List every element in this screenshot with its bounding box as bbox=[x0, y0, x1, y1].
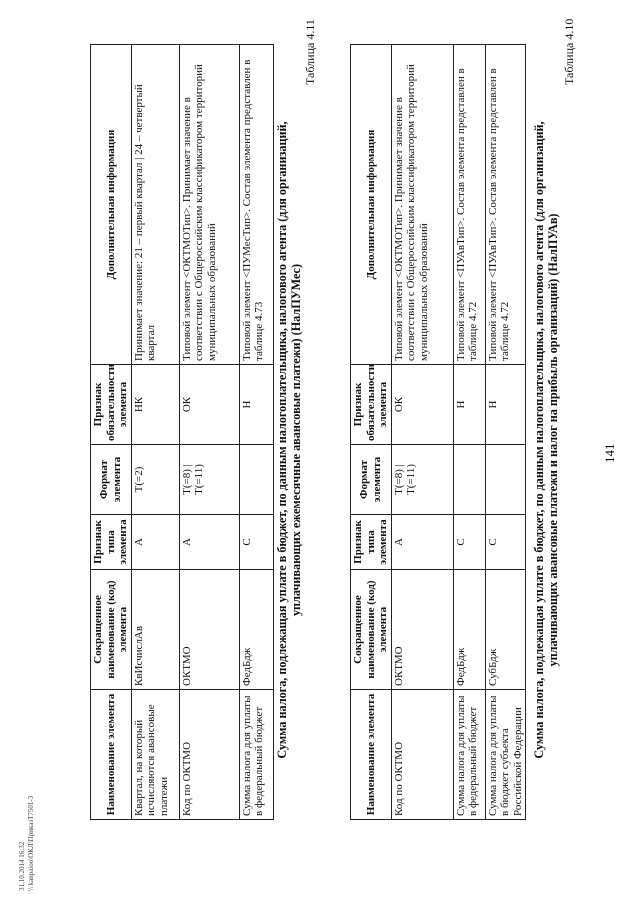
cell-format: T(=8) | T(=11) bbox=[391, 445, 453, 515]
col-header-type: Признак типа элемента bbox=[351, 515, 392, 570]
table-4-10-header bbox=[351, 45, 392, 820]
cell-name: Сумма налога для уплаты в федеральный бюджет bbox=[239, 690, 273, 820]
cell-req: Н bbox=[485, 365, 526, 445]
col-header-format: Формат элемента bbox=[351, 445, 392, 515]
cell-code: СубБдж bbox=[485, 570, 526, 690]
table-4-11-label: Таблица 4.11 bbox=[303, 19, 317, 85]
cell-format bbox=[453, 445, 485, 515]
cell-info: Типовой элемент <ОКТМОТип>. Принимает значение в соответствии с Общероссийским классификатором территорий муниципальных образований bbox=[391, 45, 453, 365]
cell-type: А bbox=[131, 515, 179, 570]
table-4-11 bbox=[90, 44, 274, 820]
page-number: 141 bbox=[602, 443, 617, 463]
cell-req: Н bbox=[239, 365, 273, 445]
col-header-code: Сокращенное наименование (код) элемента bbox=[91, 570, 132, 690]
cell-code: ОКТМО bbox=[179, 570, 239, 690]
footer-file-path: \\ kanpaioo\ОКЛ\ПриказТ7501-3 bbox=[27, 795, 35, 891]
cell-format: T(=8) | T(=11) bbox=[179, 445, 239, 515]
col-header-name: Наименование элемента bbox=[91, 690, 132, 820]
cell-info: Принимает значение: 21 – первый квартал | 24 – четвертый квартал bbox=[131, 45, 179, 365]
cell-code: КвИсчислАв bbox=[131, 570, 179, 690]
col-header-name: Наименование элемента bbox=[351, 690, 392, 820]
cell-type: С bbox=[239, 515, 273, 570]
col-header-info: Дополнительная информация bbox=[351, 45, 392, 365]
table-4-11-title bbox=[275, 90, 303, 790]
cell-type: С bbox=[453, 515, 485, 570]
table-4-10-label: Таблица 4.10 bbox=[562, 18, 576, 85]
cell-info: Типовой элемент <ПУАвТип>. Состав элемента представлен в таблице 4.72 bbox=[453, 45, 485, 365]
footer-timestamp: 31.10.2014 16:32 bbox=[18, 841, 26, 891]
table-row bbox=[131, 45, 179, 820]
table-4-10-title bbox=[532, 90, 560, 790]
cell-format bbox=[239, 445, 273, 515]
cell-info: Типовой элемент <ПУАвТип>. Состав элемента представлен в таблице 4.72 bbox=[485, 45, 526, 365]
cell-req: Н bbox=[453, 365, 485, 445]
cell-req: ОК bbox=[391, 365, 453, 445]
table-row bbox=[179, 45, 239, 820]
table-4-11-header bbox=[91, 45, 132, 820]
col-header-info: Дополнительная информация bbox=[91, 45, 132, 365]
cell-name: Код по ОКТМО bbox=[179, 690, 239, 820]
cell-req: ОК bbox=[179, 365, 239, 445]
table-4-11-title-line1: Сумма налога, подлежащая уплате в бюджет, по данным налогоплательщика, налогового агента (для организаций, bbox=[275, 121, 289, 759]
cell-type: А bbox=[179, 515, 239, 570]
cell-format: T(=2) bbox=[131, 445, 179, 515]
cell-name: Код по ОКТМО bbox=[391, 690, 453, 820]
table-row bbox=[239, 45, 273, 820]
table-row bbox=[453, 45, 485, 820]
cell-name: Сумма налога для уплаты в федеральный бюджет bbox=[453, 690, 485, 820]
table-4-11-title-line2: уплачивающих ежемесячные авансовые платежи) (НалПУМес) bbox=[289, 263, 303, 617]
cell-code: ФедБдж bbox=[239, 570, 273, 690]
cell-name: Квартал, на который исчисляются авансовые платежи bbox=[131, 690, 179, 820]
table-row bbox=[391, 45, 453, 820]
col-header-req: Признак обязательности элемента bbox=[91, 365, 132, 445]
table-4-10 bbox=[350, 44, 526, 820]
table-4-10-title-line2: уплачивающих авансовые платежи и налог на прибыль организаций) (НалПУАв) bbox=[546, 213, 560, 667]
table-4-10-title-line1: Сумма налога, подлежащая уплате в бюджет, по данным налогоплательщика, налогового агента (для организаций, bbox=[532, 121, 546, 759]
cell-info: Типовой элемент <ПУМесТип>. Состав элемента представлен в таблице 4.73 bbox=[239, 45, 273, 365]
cell-name: Сумма налога для уплаты в бюджет субъекта Российской Федерации bbox=[485, 690, 526, 820]
table-row bbox=[485, 45, 526, 820]
cell-type: А bbox=[391, 515, 453, 570]
col-header-code: Сокращенное наименование (код) элемента bbox=[351, 570, 392, 690]
cell-code: ОКТМО bbox=[391, 570, 453, 690]
cell-req: НК bbox=[131, 365, 179, 445]
col-header-req: Признак обязательности элемента bbox=[351, 365, 392, 445]
col-header-format: Формат элемента bbox=[91, 445, 132, 515]
cell-format bbox=[485, 445, 526, 515]
cell-type: С bbox=[485, 515, 526, 570]
cell-code: ФедБдж bbox=[453, 570, 485, 690]
col-header-type: Признак типа элемента bbox=[91, 515, 132, 570]
cell-info: Типовой элемент <ОКТМОТип>. Принимает значение в соответствии с Общероссийским классификатором территорий муниципальных образований bbox=[179, 45, 239, 365]
